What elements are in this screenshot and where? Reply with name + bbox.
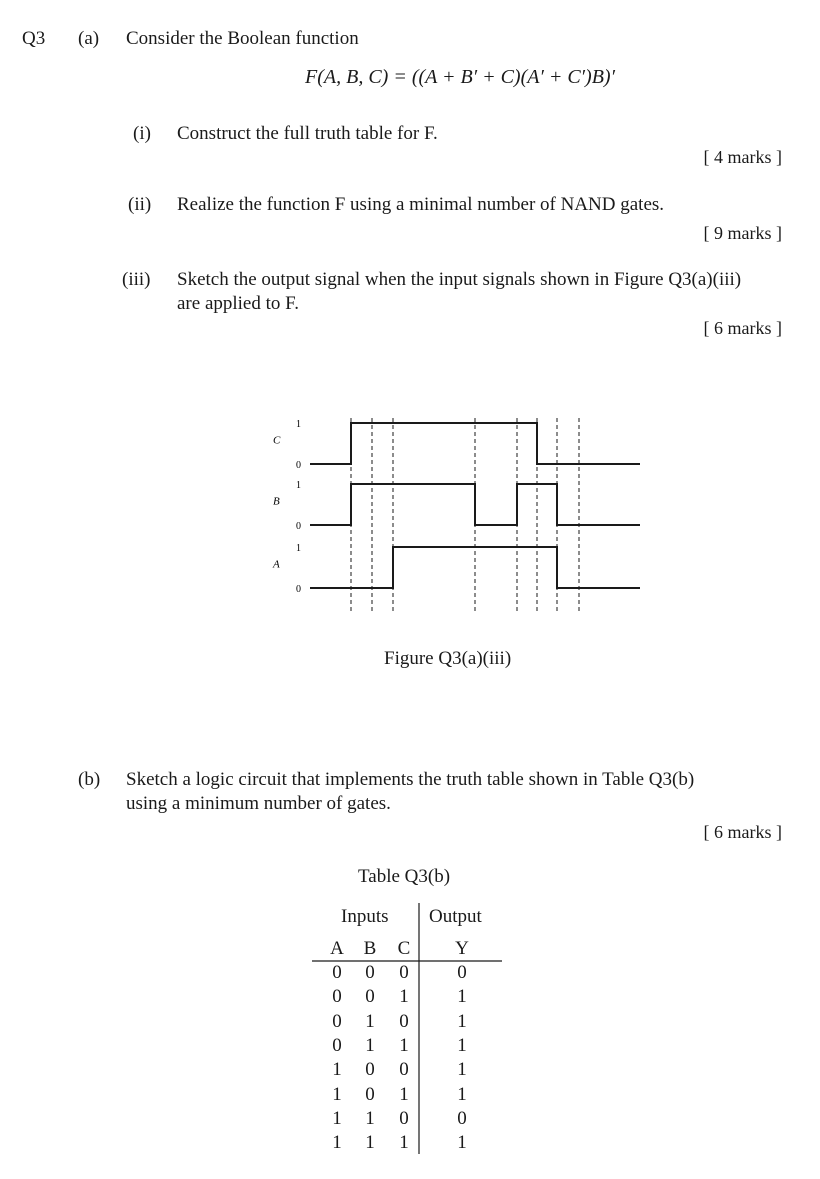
table-cell: 0 (399, 1010, 409, 1032)
table-cell: 1 (332, 1132, 342, 1154)
table-cell: 1 (457, 1132, 467, 1154)
table-group-output: Output (429, 906, 482, 927)
table-cell: 0 (332, 986, 342, 1008)
table-cell: 1 (365, 1034, 375, 1056)
table-cell: 1 (365, 1132, 375, 1154)
figure-caption: Figure Q3(a)(iii) (384, 648, 512, 669)
level-low-label-B: 0 (296, 521, 301, 532)
subpart-iii-label: (iii) (122, 269, 151, 290)
table-cell: 1 (457, 1010, 467, 1032)
table-cell: 0 (332, 962, 342, 983)
table-cell: 1 (332, 1059, 342, 1081)
table-cell: 0 (457, 1107, 467, 1129)
table-cell: 0 (399, 1107, 409, 1129)
subpart-iii-text-line2: are applied to F. (177, 293, 299, 314)
table-cell: 0 (399, 1059, 409, 1081)
table-cell: 1 (457, 1034, 467, 1056)
table-cell: 1 (399, 1083, 409, 1105)
table-cell: 0 (399, 962, 409, 983)
subpart-iii-text-line1: Sketch the output signal when the input signals shown in Figure Q3(a)(iii) (177, 269, 742, 290)
table-cell: 0 (332, 1034, 342, 1056)
table-cell: 1 (332, 1107, 342, 1129)
table-header-cell: A (330, 938, 344, 959)
level-low-label-A: 0 (296, 584, 301, 595)
table-cell: 1 (457, 986, 467, 1008)
table-cell: 1 (457, 1059, 467, 1081)
subpart-iii-marks: [ 6 marks ] (703, 318, 782, 338)
level-high-label-A: 1 (296, 543, 301, 554)
table-cell: 1 (365, 1107, 375, 1129)
table-cell: 1 (399, 986, 409, 1008)
table-cell: 1 (399, 1034, 409, 1056)
boolean-equation: F(A, B, C) = ((A + B′ + C)(A′ + C′)B)′ (305, 66, 615, 88)
signal-label-A: A (273, 558, 280, 571)
table-caption: Table Q3(b) (358, 866, 451, 887)
table-cell: 0 (365, 986, 375, 1008)
table-group-inputs: Inputs (341, 906, 389, 927)
table-cell: 0 (332, 1010, 342, 1032)
table-cell: 1 (457, 1083, 467, 1105)
part-b-text-line1: Sketch a logic circuit that implements the truth table shown in Table Q3(b) (126, 769, 695, 790)
level-high-label-C: 1 (296, 419, 301, 430)
subpart-ii-marks: [ 9 marks ] (703, 223, 782, 243)
level-low-label-C: 0 (296, 460, 301, 471)
table-cell: 0 (457, 962, 467, 983)
table-header-cell: C (397, 938, 411, 959)
table-cell: 0 (365, 1083, 375, 1105)
subpart-i-marks: [ 4 marks ] (703, 147, 782, 167)
subpart-ii-label: (ii) (128, 194, 152, 215)
subpart-ii-text: Realize the function F using a minimal number of NAND gates. (177, 194, 665, 215)
waveform-C (310, 423, 640, 464)
part-a-intro: Consider the Boolean function (126, 28, 359, 49)
table-cell: 1 (332, 1083, 342, 1105)
subpart-i-text: Construct the full truth table for F. (177, 123, 438, 144)
table-header-cell: Y (455, 938, 469, 959)
table-cell: 1 (365, 1010, 375, 1032)
table-header-cell: B (363, 938, 377, 959)
part-a-label: (a) (78, 28, 100, 49)
signal-label-C: C (273, 434, 281, 447)
question-number: Q3 (22, 28, 46, 49)
part-b-text-line2: using a minimum number of gates. (126, 793, 391, 814)
part-b-marks: [ 6 marks ] (703, 822, 782, 842)
table-cell: 0 (365, 1059, 375, 1081)
part-b-label: (b) (78, 769, 101, 790)
subpart-i-label: (i) (133, 123, 151, 144)
signal-label-B: B (273, 495, 280, 508)
table-cell: 1 (399, 1132, 409, 1154)
level-high-label-B: 1 (296, 480, 301, 491)
table-cell: 0 (365, 962, 375, 983)
